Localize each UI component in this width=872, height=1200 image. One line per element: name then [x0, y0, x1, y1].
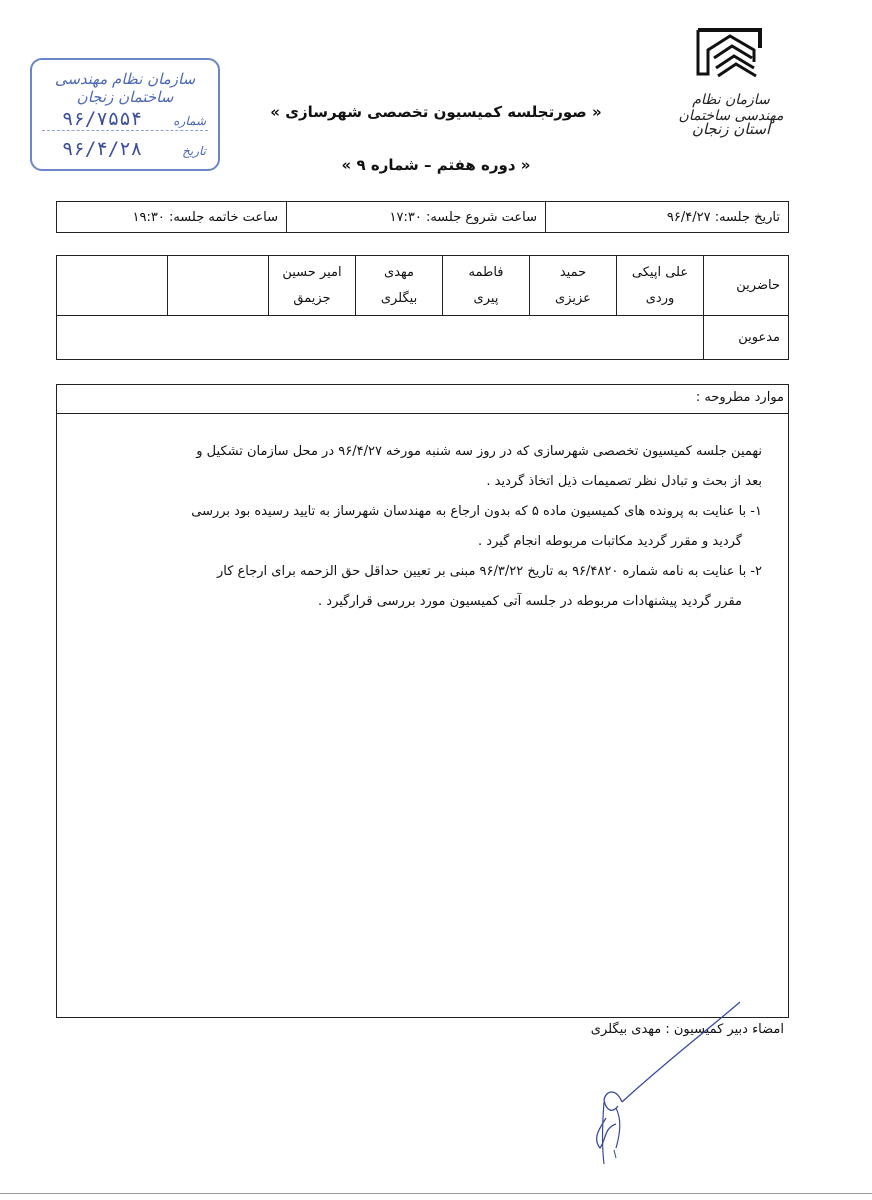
document-title: « صورتجلسه کمیسیون تخصصی شهرسازی » — [270, 103, 602, 121]
attendee-cell — [356, 256, 443, 316]
agenda-intro-line: بعد از بحث و تبادل نظر تصمیمات ذیل اتخاذ گردید . — [486, 474, 762, 489]
meeting-info-table — [56, 201, 789, 233]
attendee-first-name: مهدی — [384, 264, 414, 280]
agenda-header — [57, 385, 788, 414]
signature-label: امضاء دبیر کمیسیون : مهدی بیگلری — [590, 1022, 784, 1037]
agenda-item-line: ۲- با عنایت به نامه شماره ۹۶/۴۸۲۰ به تاریخ ۹۶/۳/۲۲ مبنی بر تعیین حداقل حق الزحمه برای ارجاع کار — [216, 564, 762, 579]
agenda-item-line: مقرر گردید پیشنهادات مربوطه در جلسه آتی کمیسیون مورد بررسی قرارگیرد . — [318, 594, 742, 609]
meeting-end-time: ساعت خاتمه جلسه: ۱۹:۳۰ — [57, 202, 287, 233]
agenda-box — [56, 384, 789, 1018]
attendee-last-name: پیری — [473, 290, 499, 306]
attendee-first-name: امیر حسین — [282, 264, 342, 280]
attendee-first-name: علی اپیکی — [631, 264, 689, 280]
present-label: حاضرین — [704, 256, 789, 316]
handwritten-signature — [560, 998, 750, 1178]
agenda-heading: موارد مطروحه : — [695, 390, 784, 405]
agenda-item-line: ۱- با عنایت به پرونده های کمیسیون ماده ۵ که بدون ارجاع به مهندسان شهرساز به تایید رسیده بود بررسی — [191, 504, 762, 519]
empty-attendee-cell — [57, 256, 168, 316]
attendee-cell — [617, 256, 704, 316]
stamp-date: ۹۶/۴/۲۸ — [62, 138, 143, 160]
attendee-first-name: فاطمه — [468, 264, 504, 280]
attendee-last-name: جزیمق — [293, 290, 331, 306]
attendee-cell — [443, 256, 530, 316]
attendee-cell — [269, 256, 356, 316]
attendee-first-name: حمید — [559, 264, 587, 280]
document-subtitle: « دوره هفتم – شماره ۹ » — [341, 156, 531, 174]
attendee-last-name: بیگلری — [380, 290, 418, 306]
page-bottom-edge — [0, 1193, 872, 1194]
stamp-title: سازمان نظام مهندسی ساختمان زنجان — [54, 70, 196, 106]
attendee-cell — [530, 256, 617, 316]
attendee-last-name: عزیزی — [555, 290, 591, 306]
agenda-intro-line: نهمین جلسه کمیسیون تخصصی شهرسازی که در روز سه شنبه مورخه ۹۶/۴/۲۷ در محل سازمان تشکیل و — [196, 444, 762, 459]
organization-logo — [676, 28, 796, 158]
agenda-body — [75, 437, 762, 617]
meeting-start-time: ساعت شروع جلسه: ۱۷:۳۰ — [287, 202, 546, 233]
agenda-item-line: گردید و مقرر گردید مکاتبات مربوطه انجام گیرد . — [478, 534, 742, 549]
meeting-date: تاریخ جلسه: ۹۶/۴/۲۷ — [546, 202, 789, 233]
stamp-number-label: شماره — [173, 114, 206, 128]
org-province: استان زنجان — [691, 120, 771, 138]
invited-cell — [57, 316, 704, 360]
invited-label: مدعوین — [704, 316, 789, 360]
building-logo-icon — [694, 28, 766, 78]
stamp-number: ۹۶/۷۵۵۴ — [62, 108, 143, 130]
stamp-date-label: تاریخ — [182, 144, 206, 158]
empty-attendee-cell — [168, 256, 269, 316]
org-name: سازمان نظام مهندسی ساختمان — [678, 92, 784, 124]
attendance-table — [56, 255, 789, 360]
attendee-last-name: وردی — [645, 290, 675, 306]
